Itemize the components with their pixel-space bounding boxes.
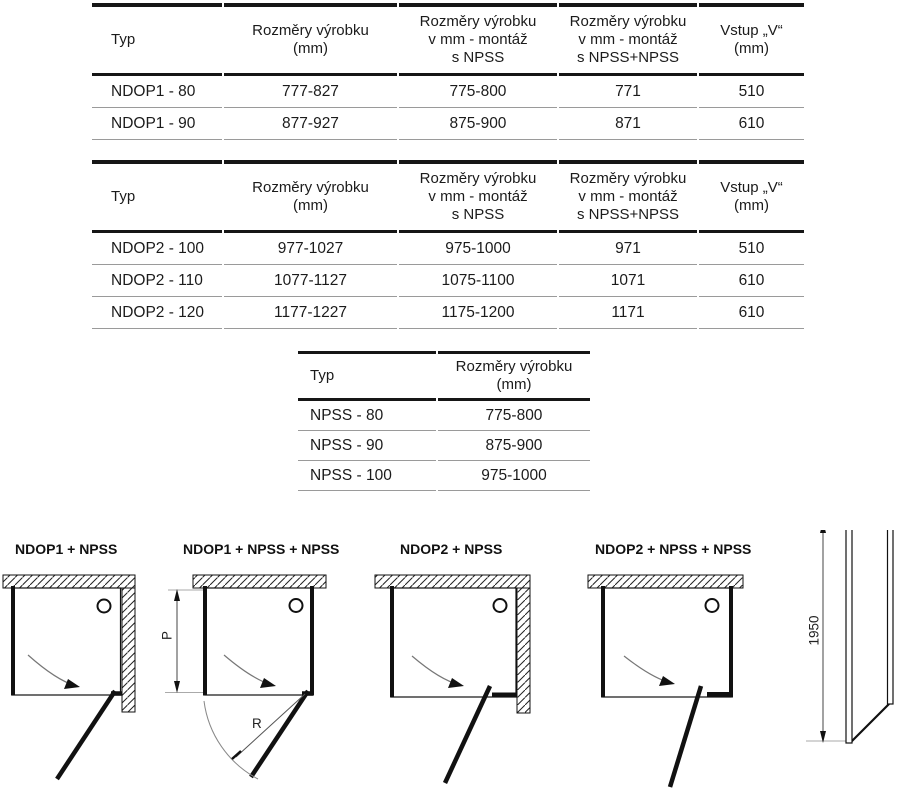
column-header: Vstup „V“ (mm): [699, 160, 804, 233]
wall-right: [517, 588, 530, 713]
column-header: Rozměry výrobku v mm - montáž s NPSS: [399, 160, 557, 233]
table-cell: 1171: [559, 297, 697, 329]
dimension-label-p: P: [159, 631, 175, 641]
panel-left-profile: [846, 530, 852, 743]
door-swing-arrowhead-icon: [64, 679, 80, 689]
technical-drawings: [0, 530, 900, 788]
table-cell: 775-800: [399, 76, 557, 108]
table-cell: 610: [699, 265, 804, 297]
table-row: [298, 431, 590, 461]
drain-icon: [494, 599, 507, 612]
dimension-arrow-up-icon: [174, 589, 180, 601]
table-npss: [296, 351, 592, 491]
door-open: [251, 691, 308, 777]
panel-right-profile: [888, 530, 894, 704]
table-row: [298, 461, 590, 491]
table-cell: 510: [699, 76, 804, 108]
wall-top: [588, 575, 743, 588]
table-cell: 771: [559, 76, 697, 108]
table-ndop2-header: [92, 160, 804, 233]
table-cell: 1177-1227: [224, 297, 397, 329]
column-header: Rozměry výrobku v mm - montáž s NPSS+NPSS: [559, 160, 697, 233]
table-row: [298, 401, 590, 431]
table-cell: 877-927: [224, 108, 397, 140]
table-cell: 1175-1200: [399, 297, 557, 329]
table-cell: NDOP2 - 110: [92, 265, 222, 297]
table-ndop1: [90, 3, 806, 140]
door-swing-arrowhead-icon: [260, 678, 276, 688]
table-ndop1-header: [92, 3, 804, 76]
panel-bottom-edge: [851, 704, 889, 742]
table-row: [92, 233, 804, 265]
drain-icon: [706, 599, 719, 612]
diagram-ndop1-npss-npss: [165, 575, 326, 779]
drain-icon: [98, 600, 111, 613]
table-cell: 777-827: [224, 76, 397, 108]
table-cell: 971: [559, 233, 697, 265]
table-cell: 610: [699, 108, 804, 140]
dimension-arrow-up-icon: [820, 530, 826, 533]
table-cell: 975-1000: [399, 233, 557, 265]
door-swing-arc: [204, 701, 258, 779]
table-cell: 977-1027: [224, 233, 397, 265]
side-view-panel: [806, 530, 893, 743]
column-header: Typ: [92, 160, 222, 233]
table-npss-header: [298, 351, 590, 401]
table-cell: 1071: [559, 265, 697, 297]
wall-top: [193, 575, 326, 588]
table-ndop1-body: [92, 76, 804, 140]
column-header: Typ: [298, 351, 436, 401]
column-header: Rozměry výrobku v mm - montáž s NPSS+NPSS: [559, 3, 697, 76]
door-swing-arrowhead-icon: [659, 676, 675, 686]
door-open: [57, 691, 115, 779]
drain-icon: [290, 599, 303, 612]
table-cell: 510: [699, 233, 804, 265]
diagram-title-ndop2-npss: NDOP2 + NPSS: [400, 541, 503, 557]
table-npss-body: [298, 401, 590, 491]
column-header: Rozměry výrobku v mm - montáž s NPSS: [399, 3, 557, 76]
column-header: Rozměry výrobku (mm): [224, 160, 397, 233]
table-cell: NDOP2 - 100: [92, 233, 222, 265]
table-ndop2: [90, 160, 806, 329]
table-cell: NDOP1 - 90: [92, 108, 222, 140]
column-header: Vstup „V“ (mm): [699, 3, 804, 76]
table-cell: 871: [559, 108, 697, 140]
door-open: [670, 686, 701, 787]
diagram-title-ndop1-npss-npss: NDOP1 + NPSS + NPSS: [183, 541, 340, 557]
diagram-ndop2-npss: [375, 575, 530, 783]
table-cell: 610: [699, 297, 804, 329]
dimension-arrow-down-icon: [174, 681, 180, 693]
column-header: Rozměry výrobku (mm): [224, 3, 397, 76]
wall-right: [122, 588, 135, 712]
radius-tick: [232, 751, 241, 759]
diagram-ndop1-npss: [3, 575, 135, 779]
table-cell: NPSS - 90: [298, 431, 436, 461]
column-header: Typ: [92, 3, 222, 76]
table-cell: 975-1000: [438, 461, 590, 491]
table-cell: 875-900: [438, 431, 590, 461]
diagram-title-ndop1-npss: NDOP1 + NPSS: [15, 541, 118, 557]
dimension-label-r: R: [252, 716, 262, 731]
header-row: [298, 351, 590, 401]
table-cell: NPSS - 100: [298, 461, 436, 491]
table-row: [92, 108, 804, 140]
table-cell: 1077-1127: [224, 265, 397, 297]
table-cell: NDOP2 - 120: [92, 297, 222, 329]
table-row: [92, 297, 804, 329]
table-cell: 875-900: [399, 108, 557, 140]
header-row: [92, 160, 804, 233]
table-row: [92, 265, 804, 297]
table-cell: 775-800: [438, 401, 590, 431]
wall-top: [375, 575, 530, 588]
door-swing-arrowhead-icon: [448, 678, 464, 688]
table-cell: NDOP1 - 80: [92, 76, 222, 108]
header-row: [92, 3, 804, 76]
diagram-title-ndop2-npss-npss: NDOP2 + NPSS + NPSS: [595, 541, 752, 557]
table-cell: NPSS - 80: [298, 401, 436, 431]
diagram-ndop2-npss-npss: [588, 575, 743, 787]
wall-top: [3, 575, 135, 588]
dimension-label-height: 1950: [806, 615, 822, 646]
door-open: [445, 686, 490, 783]
table-row: [92, 76, 804, 108]
column-header: Rozměry výrobku (mm): [438, 351, 590, 401]
table-ndop2-body: [92, 233, 804, 329]
table-cell: 1075-1100: [399, 265, 557, 297]
